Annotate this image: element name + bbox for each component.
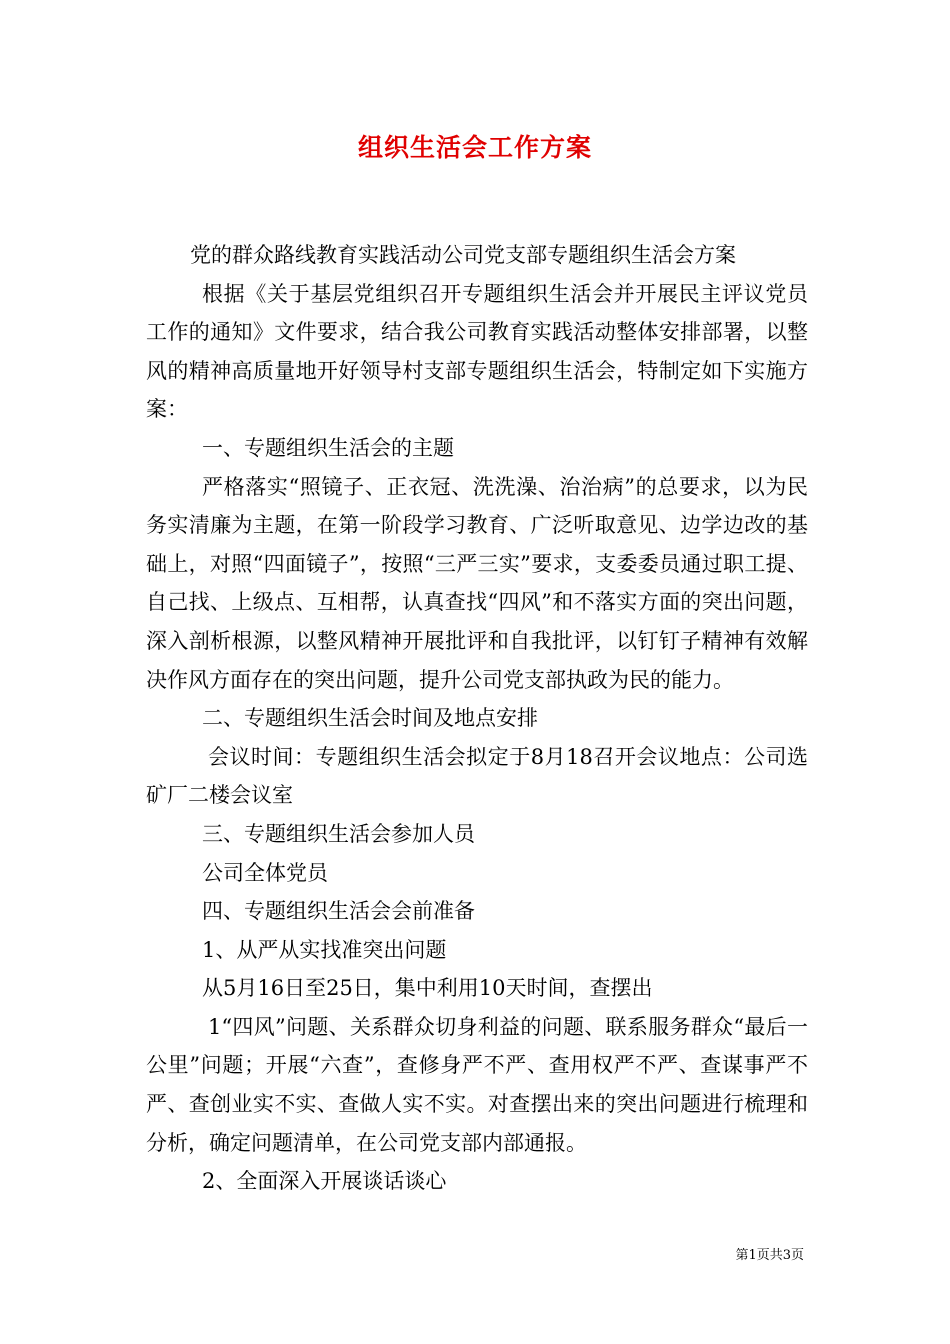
- document-body: [146, 236, 808, 1201]
- section-heading-2: 二、专题组织生活会时间及地点安排: [202, 706, 538, 731]
- paragraph-intro: 根据《关于基层党组织召开专题组织生活会并开展民主评议党员工作的通知》文件要求，结合我公司教育实践活动整体安排部署，以整风的精神高质量地开好领导村支部专题组织生活会，特制定如下实施方案：: [146, 281, 808, 422]
- paragraph-theme: 严格落实“照镜子、正衣冠、洗洗澡、治治病”的总要求，以为民务实清廉为主题，在第一阶段学习教育、广泛听取意见、边学边改的基础上，对照“四面镜子”，按照“三严三实”要求，支委委员通过职工提、自己找、上级点、互相帮，认真查找“四风”和不落实方面的突出问题，深入剖析根源，以整风精神开展批评和自我批评，以钉钉子精神有效解决作风方面存在的突出问题，提升公司党支部执政为民的能力。: [146, 474, 808, 692]
- section-heading-1: 一、专题组织生活会的主题: [202, 435, 454, 460]
- paragraph-date-range: 从5月16日至25日，集中利用10天时间，查摆出: [202, 976, 653, 1001]
- document-title: 组织生活会工作方案: [357, 133, 592, 162]
- subheading-1: 1、从严从实找准突出问题: [202, 937, 447, 962]
- paragraph-problems: 1“四风”问题、关系群众切身利益的问题、联系服务群众“最后一公里”问题；开展“六查”，查修身严不严、查用权严不严、查谋事严不严、查创业实不实、查做人实不实。对查摆出来的突出问题进行梳理和分析，确定问题清单，在公司党支部内部通报。: [146, 1014, 808, 1155]
- section-heading-3: 三、专题组织生活会参加人员: [202, 821, 475, 846]
- section-heading-4: 四、专题组织生活会会前准备: [202, 899, 475, 924]
- paragraph-time-location: 会议时间：专题组织生活会拟定于8月18召开会议地点：公司选矿厂二楼会议室: [146, 744, 808, 808]
- page-number: 第1页共3页: [735, 1248, 804, 1263]
- paragraph-attendees: 公司全体党员: [202, 860, 328, 885]
- paragraph-subtitle: 党的群众路线教育实践活动公司党支部专题组织生活会方案: [190, 243, 736, 267]
- subheading-2: 2、全面深入开展谈话谈心: [202, 1169, 447, 1194]
